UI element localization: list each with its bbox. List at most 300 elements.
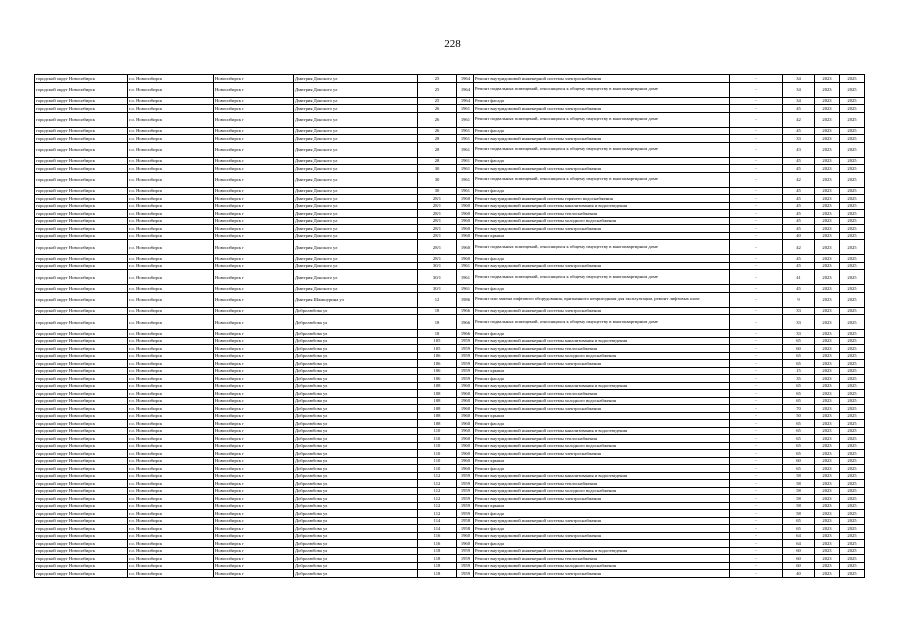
cell-city: Новосибирск г [214,285,294,293]
cell-value: 45 [783,255,815,263]
cell-dash: - [730,420,783,428]
cell-municipality: городской округ Новосибирск [35,375,128,383]
cell-dash: - [730,502,783,510]
cell-year-end: 2025 [840,105,865,113]
cell-value: 70 [783,405,815,413]
cell-year-start: 2023 [815,427,840,435]
table-row [35,502,865,510]
cell-street: Дмитрия Донского ул [294,142,418,157]
cell-build-year: 1960 [457,397,474,405]
cell-city: Новосибирск г [214,75,294,83]
cell-year-start: 2023 [815,75,840,83]
cell-district: г.о. Новосибирск [128,112,214,127]
cell-build-year: 1959 [457,480,474,488]
table-row [35,457,865,465]
cell-district: г.о. Новосибирск [128,367,214,375]
cell-work-type: Ремонт внутридомовой инженерной системы теплоснабжения [474,555,730,563]
cell-municipality: городской округ Новосибирск [35,75,128,83]
cell-build-year: 1959 [457,345,474,353]
cell-district: г.о. Новосибирск [128,345,214,353]
table-row [35,442,865,450]
cell-municipality: городской округ Новосибирск [35,232,128,240]
cell-year-end: 2025 [840,240,865,255]
cell-house-number: 112 [418,510,457,518]
cell-street: Добролюбова ул [294,337,418,345]
table-row [35,540,865,548]
cell-year-start: 2023 [815,390,840,398]
cell-street: Дмитрия Донского ул [294,105,418,113]
cell-work-type: Ремонт внутридомовой инженерной системы электроснабжения [474,450,730,458]
table-row [35,292,865,307]
cell-city: Новосибирск г [214,525,294,533]
cell-work-type: Ремонт фасада [474,420,730,428]
table-row [35,510,865,518]
cell-work-type: Ремонт подвальных помещений, относящихся к общему имуществу в многоквартирном доме [474,142,730,157]
cell-city: Новосибирск г [214,427,294,435]
cell-house-number: 114 [418,525,457,533]
cell-year-start: 2023 [815,540,840,548]
table-row [35,75,865,83]
cell-work-type: Ремонт фасада [474,255,730,263]
cell-year-end: 2025 [840,480,865,488]
cell-district: г.о. Новосибирск [128,82,214,97]
cell-build-year: 1961 [457,172,474,187]
cell-year-start: 2023 [815,562,840,570]
cell-municipality: городской округ Новосибирск [35,255,128,263]
cell-city: Новосибирск г [214,472,294,480]
table-row [35,262,865,270]
cell-city: Новосибирск г [214,82,294,97]
cell-value: 50 [783,412,815,420]
cell-dash: - [730,390,783,398]
cell-house-number: 108 [418,397,457,405]
cell-district: г.о. Новосибирск [128,382,214,390]
cell-municipality: городской округ Новосибирск [35,292,128,307]
cell-city: Новосибирск г [214,232,294,240]
table-row [35,495,865,503]
cell-build-year: 1959 [457,495,474,503]
cell-year-end: 2025 [840,127,865,135]
cell-year-end: 2025 [840,345,865,353]
table-row [35,307,865,315]
cell-build-year: 1960 [457,405,474,413]
cell-city: Новосибирск г [214,210,294,218]
cell-year-end: 2025 [840,225,865,233]
cell-year-end: 2025 [840,352,865,360]
cell-district: г.о. Новосибирск [128,525,214,533]
cell-street: Добролюбова ул [294,345,418,353]
cell-year-start: 2023 [815,420,840,428]
cell-city: Новосибирск г [214,562,294,570]
cell-dash: - [730,570,783,578]
cell-value: 60 [783,345,815,353]
cell-value: 42 [783,172,815,187]
cell-dash: - [730,285,783,293]
cell-year-start: 2023 [815,405,840,413]
cell-year-end: 2025 [840,367,865,375]
cell-year-end: 2025 [840,540,865,548]
cell-municipality: городской округ Новосибирск [35,97,128,105]
cell-work-type: Ремонт внутридомовой инженерной системы холодного водоснабжения [474,487,730,495]
cell-street: Добролюбова ул [294,352,418,360]
cell-year-start: 2023 [815,142,840,157]
table-row [35,427,865,435]
cell-value: 45 [783,187,815,195]
cell-build-year: 1959 [457,570,474,578]
cell-dash: - [730,472,783,480]
cell-year-start: 2023 [815,97,840,105]
cell-house-number: 18 [418,315,457,330]
cell-city: Новосибирск г [214,480,294,488]
cell-build-year: 1960 [457,390,474,398]
cell-year-start: 2023 [815,292,840,307]
cell-year-start: 2023 [815,352,840,360]
cell-year-start: 2023 [815,465,840,473]
cell-build-year: 1966 [457,307,474,315]
cell-work-type: Ремонт внутридомовой инженерной системы холодного водоснабжения [474,442,730,450]
cell-build-year: 1959 [457,502,474,510]
table-row [35,465,865,473]
table-row [35,135,865,143]
cell-street: Добролюбова ул [294,457,418,465]
cell-dash: - [730,225,783,233]
cell-district: г.о. Новосибирск [128,487,214,495]
cell-build-year: 1960 [457,450,474,458]
cell-dash: - [730,345,783,353]
cell-year-end: 2025 [840,315,865,330]
cell-build-year: 1959 [457,555,474,563]
cell-dash: - [730,75,783,83]
cell-year-start: 2023 [815,360,840,368]
cell-work-type: Ремонт внутридомовой инженерной системы электроснабжения [474,105,730,113]
cell-year-end: 2025 [840,232,865,240]
table-row [35,127,865,135]
cell-municipality: городской округ Новосибирск [35,420,128,428]
cell-district: г.о. Новосибирск [128,390,214,398]
cell-house-number: 28/1 [418,202,457,210]
table-row [35,412,865,420]
cell-value: 65 [783,337,815,345]
cell-year-start: 2023 [815,435,840,443]
cell-value: 33 [783,315,815,330]
cell-dash: - [730,157,783,165]
cell-municipality: городской округ Новосибирск [35,157,128,165]
cell-city: Новосибирск г [214,532,294,540]
cell-year-start: 2023 [815,82,840,97]
cell-year-end: 2025 [840,307,865,315]
cell-municipality: городской округ Новосибирск [35,382,128,390]
cell-city: Новосибирск г [214,240,294,255]
cell-municipality: городской округ Новосибирск [35,570,128,578]
cell-street: Добролюбова ул [294,502,418,510]
cell-build-year: 1960 [457,465,474,473]
cell-house-number: 116 [418,532,457,540]
cell-dash: - [730,165,783,173]
cell-street: Добролюбова ул [294,405,418,413]
cell-value: 45 [783,157,815,165]
cell-city: Новосибирск г [214,135,294,143]
cell-street: Добролюбова ул [294,525,418,533]
cell-municipality: городской округ Новосибирск [35,457,128,465]
cell-district: г.о. Новосибирск [128,195,214,203]
cell-work-type: Ремонт крыши [474,412,730,420]
cell-build-year: 1961 [457,127,474,135]
cell-year-start: 2023 [815,127,840,135]
cell-year-end: 2025 [840,510,865,518]
cell-street: Дмитрия Донского ул [294,255,418,263]
cell-municipality: городской округ Новосибирск [35,360,128,368]
cell-value: 65 [783,450,815,458]
cell-work-type: Ремонт подвальных помещений, относящихся к общему имуществу в многоквартирном доме [474,82,730,97]
cell-house-number: 114 [418,517,457,525]
cell-year-start: 2023 [815,270,840,285]
table-row [35,112,865,127]
cell-work-type: Ремонт внутридомовой инженерной системы электроснабжения [474,307,730,315]
table-row [35,525,865,533]
cell-city: Новосибирск г [214,315,294,330]
cell-house-number: 28/1 [418,232,457,240]
cell-district: г.о. Новосибирск [128,442,214,450]
cell-year-end: 2025 [840,405,865,413]
cell-value: 34 [783,82,815,97]
cell-municipality: городской округ Новосибирск [35,285,128,293]
cell-build-year: 1959 [457,487,474,495]
cell-house-number: 108 [418,405,457,413]
cell-street: Дмитрия Донского ул [294,127,418,135]
cell-dash: - [730,442,783,450]
cell-work-type: Ремонт внутридомовой инженерной системы канализования и водоотведения [474,427,730,435]
cell-build-year: 1958 [457,517,474,525]
cell-district: г.о. Новосибирск [128,337,214,345]
cell-build-year: 1960 [457,540,474,548]
cell-municipality: городской округ Новосибирск [35,555,128,563]
cell-city: Новосибирск г [214,225,294,233]
cell-year-end: 2025 [840,532,865,540]
cell-street: Добролюбова ул [294,555,418,563]
cell-district: г.о. Новосибирск [128,225,214,233]
cell-value: 45 [783,165,815,173]
cell-work-type: Ремонт фасада [474,97,730,105]
cell-dash: - [730,97,783,105]
cell-street: Дмитрия Донского ул [294,112,418,127]
cell-year-start: 2023 [815,112,840,127]
cell-year-end: 2025 [840,337,865,345]
cell-city: Новосибирск г [214,442,294,450]
cell-year-start: 2023 [815,397,840,405]
cell-municipality: городской округ Новосибирск [35,270,128,285]
cell-municipality: городской округ Новосибирск [35,465,128,473]
cell-year-start: 2023 [815,217,840,225]
cell-house-number: 106 [418,367,457,375]
cell-value: 34 [783,97,815,105]
cell-house-number: 28 [418,135,457,143]
table-row [35,570,865,578]
cell-build-year: 1960 [457,195,474,203]
table-row [35,390,865,398]
cell-work-type: Ремонт фасада [474,540,730,548]
cell-street: Добролюбова ул [294,435,418,443]
cell-work-type: Ремонт внутридомовой инженерной системы теплоснабжения [474,210,730,218]
cell-house-number: 118 [418,547,457,555]
cell-value: 45 [783,217,815,225]
cell-district: г.о. Новосибирск [128,450,214,458]
cell-municipality: городской округ Новосибирск [35,517,128,525]
cell-municipality: городской округ Новосибирск [35,487,128,495]
cell-year-start: 2023 [815,187,840,195]
cell-district: г.о. Новосибирск [128,360,214,368]
cell-house-number: 108 [418,412,457,420]
cell-municipality: городской округ Новосибирск [35,105,128,113]
cell-district: г.о. Новосибирск [128,330,214,338]
cell-house-number: 112 [418,487,457,495]
cell-house-number: 26 [418,112,457,127]
cell-build-year: 1960 [457,217,474,225]
cell-build-year: 1960 [457,202,474,210]
cell-city: Новосибирск г [214,495,294,503]
cell-build-year: 1960 [457,255,474,263]
cell-dash: - [730,487,783,495]
cell-work-type: Ремонт фасада [474,510,730,518]
cell-dash: - [730,457,783,465]
cell-year-start: 2023 [815,472,840,480]
cell-build-year: 1986 [457,292,474,307]
cell-street: Добролюбова ул [294,547,418,555]
cell-build-year: 1960 [457,225,474,233]
cell-municipality: городской округ Новосибирск [35,172,128,187]
cell-municipality: городской округ Новосибирск [35,525,128,533]
cell-year-start: 2023 [815,480,840,488]
cell-house-number: 30 [418,172,457,187]
cell-year-start: 2023 [815,240,840,255]
cell-municipality: городской округ Новосибирск [35,315,128,330]
cell-year-end: 2025 [840,495,865,503]
cell-street: Дмитрия Донского ул [294,202,418,210]
cell-year-start: 2023 [815,345,840,353]
cell-district: г.о. Новосибирск [128,517,214,525]
cell-year-start: 2023 [815,487,840,495]
cell-house-number: 30/1 [418,285,457,293]
cell-year-start: 2023 [815,570,840,578]
cell-value: 65 [783,382,815,390]
cell-dash: - [730,307,783,315]
cell-dash: - [730,412,783,420]
cell-city: Новосибирск г [214,457,294,465]
cell-street: Добролюбова ул [294,517,418,525]
cell-district: г.о. Новосибирск [128,262,214,270]
cell-build-year: 1966 [457,315,474,330]
cell-municipality: городской округ Новосибирск [35,397,128,405]
table-row [35,225,865,233]
cell-city: Новосибирск г [214,405,294,413]
cell-value: 65 [783,352,815,360]
cell-municipality: городской округ Новосибирск [35,337,128,345]
cell-district: г.о. Новосибирск [128,547,214,555]
cell-dash: - [730,382,783,390]
cell-year-end: 2025 [840,75,865,83]
cell-work-type: Ремонт внутридомовой инженерной системы холодного водоснабжения [474,562,730,570]
cell-build-year: 1961 [457,262,474,270]
cell-dash: - [730,397,783,405]
cell-house-number: 112 [418,502,457,510]
cell-year-start: 2023 [815,255,840,263]
cell-value: 65 [783,442,815,450]
cell-value: 60 [783,555,815,563]
cell-year-start: 2023 [815,510,840,518]
cell-district: г.о. Новосибирск [128,240,214,255]
cell-street: Добролюбова ул [294,540,418,548]
table-row [35,232,865,240]
cell-street: Добролюбова ул [294,382,418,390]
cell-house-number: 106 [418,375,457,383]
cell-work-type: Ремонт внутридомовой инженерной системы канализования и водоотведения [474,472,730,480]
cell-dash: - [730,405,783,413]
cell-city: Новосибирск г [214,382,294,390]
cell-value: 60 [783,562,815,570]
cell-house-number: 25 [418,75,457,83]
cell-district: г.о. Новосибирск [128,405,214,413]
cell-city: Новосибирск г [214,570,294,578]
cell-city: Новосибирск г [214,187,294,195]
cell-value: 45 [783,210,815,218]
cell-municipality: городской округ Новосибирск [35,427,128,435]
cell-year-start: 2023 [815,495,840,503]
cell-house-number: 108 [418,382,457,390]
cell-build-year: 1960 [457,382,474,390]
cell-city: Новосибирск г [214,435,294,443]
table-row [35,562,865,570]
cell-year-end: 2025 [840,165,865,173]
cell-build-year: 1959 [457,547,474,555]
cell-district: г.о. Новосибирск [128,75,214,83]
cell-dash: - [730,292,783,307]
cell-municipality: городской округ Новосибирск [35,345,128,353]
cell-house-number: 18 [418,330,457,338]
cell-house-number: 28 [418,157,457,165]
cell-work-type: Ремонт внутридомовой инженерной системы электроснабжения [474,517,730,525]
cell-build-year: 1960 [457,420,474,428]
cell-build-year: 1959 [457,367,474,375]
cell-municipality: городской округ Новосибирск [35,202,128,210]
cell-work-type: Ремонт внутридомовой инженерной системы электроснабжения [474,75,730,83]
cell-district: г.о. Новосибирск [128,352,214,360]
cell-house-number: 110 [418,450,457,458]
cell-municipality: городской округ Новосибирск [35,307,128,315]
cell-dash: - [730,240,783,255]
cell-house-number: 25 [418,97,457,105]
table-row [35,375,865,383]
cell-year-start: 2023 [815,450,840,458]
cell-city: Новосибирск г [214,367,294,375]
cell-district: г.о. Новосибирск [128,532,214,540]
cell-house-number: 112 [418,495,457,503]
cell-work-type: Ремонт фасада [474,465,730,473]
cell-value: 45 [783,105,815,113]
cell-house-number: 112 [418,472,457,480]
table-row [35,352,865,360]
cell-street: Добролюбова ул [294,510,418,518]
table-row [35,517,865,525]
cell-street: Добролюбова ул [294,330,418,338]
cell-street: Дмитрия Донского ул [294,240,418,255]
cell-municipality: городской округ Новосибирск [35,502,128,510]
cell-work-type: Ремонт фасада [474,127,730,135]
cell-street: Дмитрия Шамшурина ул [294,292,418,307]
cell-value: 33 [783,307,815,315]
cell-house-number: 105 [418,345,457,353]
cell-year-end: 2025 [840,187,865,195]
cell-year-start: 2023 [815,172,840,187]
table-row [35,210,865,218]
